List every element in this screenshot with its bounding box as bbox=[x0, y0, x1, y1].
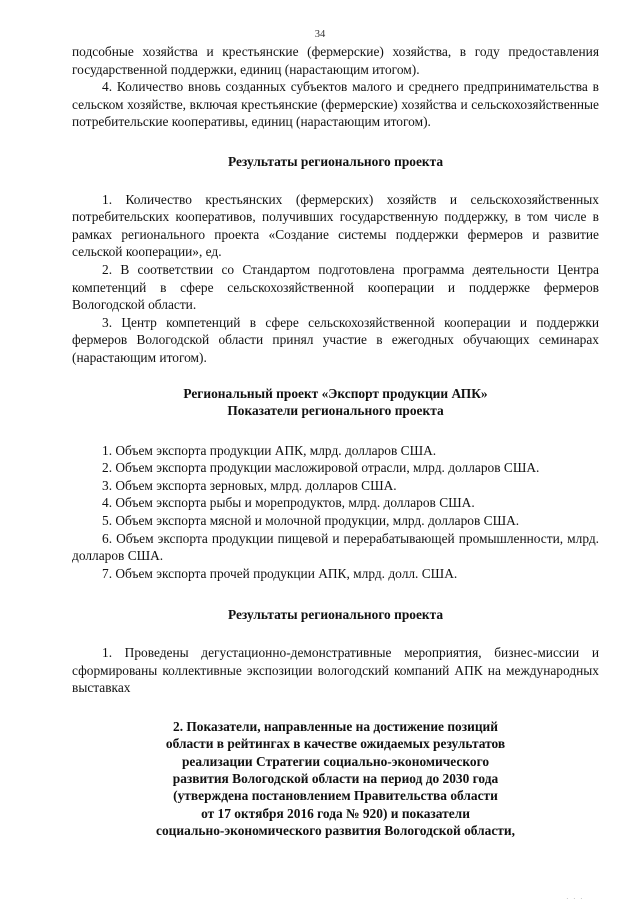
export-indicator-3: 3. Объем экспорта зерновых, млрд. долларов США. bbox=[102, 477, 397, 493]
export-project-subtitle: Показатели регионального проекта bbox=[227, 403, 444, 419]
export-indicator-4: 4. Объем экспорта рыбы и морепродуктов, млрд. долларов США. bbox=[102, 495, 475, 511]
strategy-heading-line: от 17 октября 2016 года № 920) и показатели bbox=[201, 805, 470, 821]
strategy-heading-line: (утверждена постановлением Правительства области bbox=[173, 788, 498, 804]
section-heading-export-project bbox=[72, 385, 599, 420]
export-indicator-7: 7. Объем экспорта прочей продукции АПК, млрд. долл. США. bbox=[102, 565, 458, 581]
export-results-item-1: 1. Проведены дегустационно-демонстративные мероприятия, бизнес-миссии и сформированы коллективные экспозиции вологодский компаний АПК на международных выставках bbox=[72, 645, 599, 696]
export-indicator-2: 2. Объем экспорта продукции масложировой отрасли, млрд. долларов США. bbox=[102, 460, 540, 476]
results-item-3: 3. Центр компетенций в сфере сельскохозяйственной кооперации и поддержки фермеров Вологодской области принял участие в ежегодных обучающих семинарах (нарастающим итогом). bbox=[72, 314, 599, 365]
section-heading-results: Результаты регионального проекта bbox=[227, 153, 444, 169]
page-number: 34 bbox=[314, 29, 326, 40]
export-project-title: Региональный проект «Экспорт продукции АПК» bbox=[183, 385, 488, 401]
results-item-2: 2. В соответствии со Стандартом подготовлена программа деятельности Центра компетенций в сфере сельскохозяйственной кооперации и поддержке фермеров Вологодской области. bbox=[72, 261, 599, 313]
strategy-heading-line: развития Вологодской области на период до 2030 года bbox=[172, 771, 499, 787]
paragraph-item-4: 4. Количество вновь созданных субъектов малого и среднего предпринимательства в сельском хозяйстве, включая крестьянские (фермерские) хозяйства и сельскохозяйственные потребительские кооперативы, единиц (нарастающим итогом). bbox=[72, 79, 599, 130]
scan-mark: . . . bbox=[566, 895, 584, 901]
paragraph-continuation: подсобные хозяйства и крестьянские (фермерские) хозяйства, в году предоставления государственной поддержки, единиц (нарастающим итогом). bbox=[72, 44, 599, 77]
export-indicator-6: 6. Объем экспорта продукции пищевой и перерабатывающей промышленности, млрд. долларов США. bbox=[72, 530, 599, 564]
page-content bbox=[72, 43, 599, 840]
strategy-heading-line: 2. Показатели, направленные на достижение позиций bbox=[173, 718, 498, 734]
strategy-heading-line: реализации Стратегии социально-экономического bbox=[181, 753, 490, 769]
export-indicator-5: 5. Объем экспорта мясной и молочной продукции, млрд. долларов США. bbox=[102, 513, 520, 529]
results-item-1: 1. Количество крестьянских (фермерских) хозяйств и сельскохозяйственных потребительских кооперативов, получивших государственную поддержку, в том числе в рамках регионального проекта «Создание системы поддержки фермеров и развитие сельской кооперации», ед. bbox=[72, 191, 599, 260]
section-heading-export-results: Результаты регионального проекта bbox=[227, 607, 444, 623]
export-indicator-1: 1. Объем экспорта продукции АПК, млрд. долларов США. bbox=[102, 442, 437, 458]
strategy-heading-line: социально-экономического развития Вологодской области, bbox=[156, 823, 515, 839]
strategy-heading-line: области в рейтингах в качестве ожидаемых результатов bbox=[165, 736, 506, 752]
section-heading-strategy-indicators bbox=[72, 718, 599, 840]
